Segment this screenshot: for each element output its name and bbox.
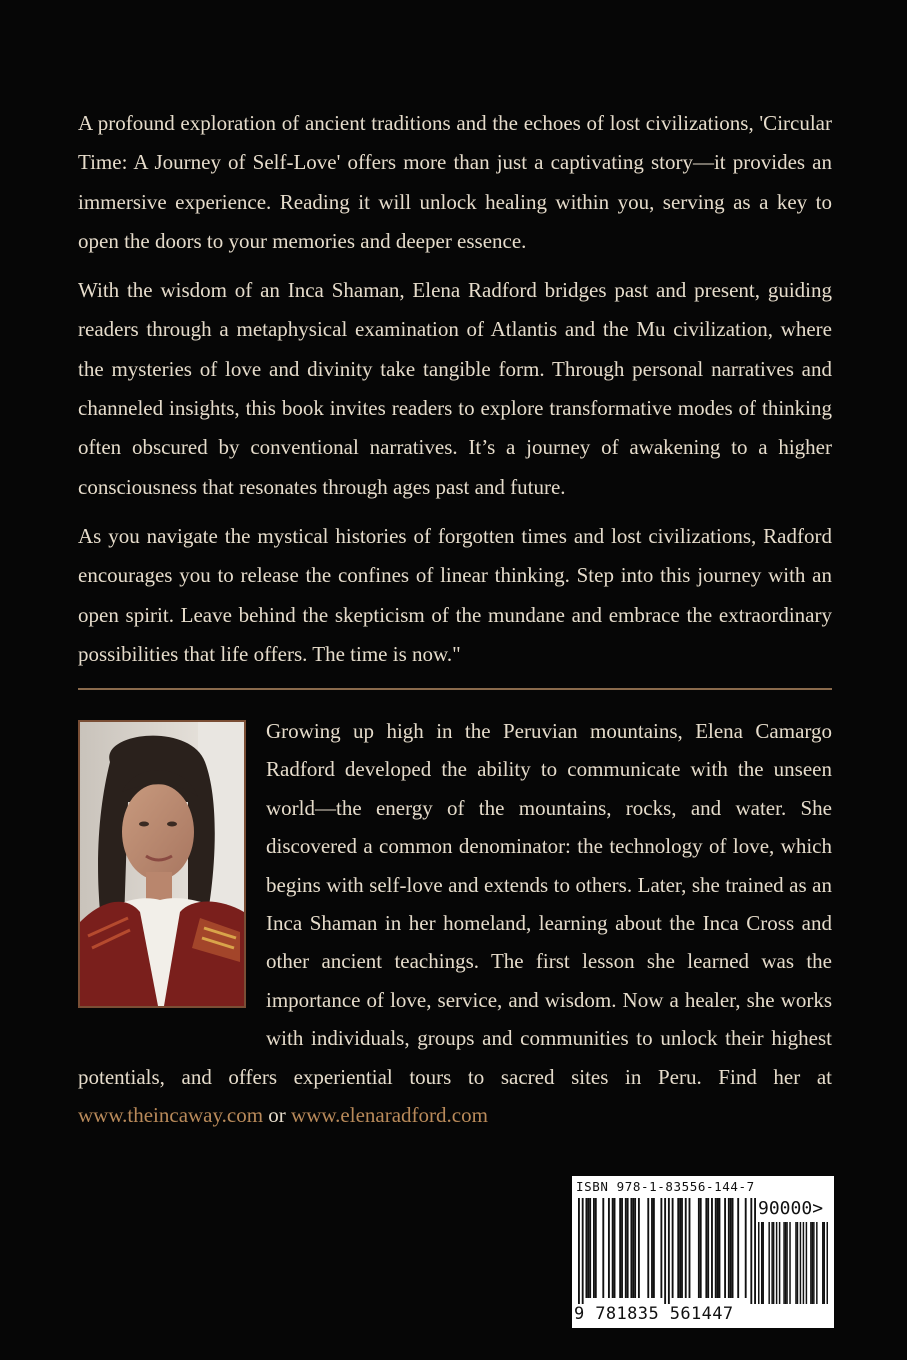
barcode-bar [786,1222,787,1304]
barcode-bar [578,1198,580,1304]
barcode-bar [627,1198,629,1298]
barcode-bar [803,1222,804,1304]
blurb-paragraph: As you navigate the mystical histories of forgotten times and lost civilizations, Radford encourages you to release the confines of linear thinking. Step into this journey with an open spirit. Leave behind the skepticism of the mundane and embrace the extraordinary possibilities that life offers. The time is now." [78,523,832,666]
barcode-bar [668,1198,670,1304]
barcode-bar [612,1198,614,1298]
author-bio [78,712,832,1134]
barcode-bar [795,1222,796,1304]
barcode-bar [773,1222,774,1304]
barcode-bar [685,1198,687,1298]
ean-digits: 9 781835 561447 [574,1304,734,1324]
barcode-bar [800,1222,801,1304]
barcode-bar [730,1198,732,1298]
barcode-bar [705,1198,707,1298]
barcode-bar [660,1198,662,1298]
author-photo [78,720,246,1008]
author-portrait-image [80,722,244,1006]
barcode-bar [762,1222,763,1304]
barcode-bar [679,1198,681,1298]
price-code [758,1198,823,1219]
barcode-bar [589,1198,591,1298]
barcode-bar [630,1198,632,1298]
ean-barcode-bars [578,1198,756,1304]
barcode-bar [632,1198,634,1298]
barcode-bar [812,1222,813,1304]
barcode-bar [608,1198,610,1298]
barcode-bar [614,1198,616,1298]
barcode-bar [621,1198,623,1298]
barcode-bar [724,1198,726,1298]
barcode-bar [728,1198,730,1298]
website-link-elenaradford[interactable]: www.elenaradford.com [291,1103,488,1128]
price-code-digits: 90000 [758,1198,813,1219]
barcode-bar [816,1222,817,1304]
barcode-bar [761,1222,762,1304]
barcode-bar [698,1198,700,1298]
blurb-paragraph: A profound exploration of ancient traditions and the echoes of lost civilizations, 'Circular Time: A Journey of Self-Love' offers more than just a captivating story—it provides an immersive experience. Reading it will unlock healing within you, serving as a key to open the doors to your memories and deeper essence. [78,111,832,253]
barcode-bar [806,1222,807,1304]
book-blurb [78,104,832,684]
barcode-bar [758,1222,759,1304]
addon-barcode-bars [758,1222,828,1304]
barcode-bar [711,1198,713,1298]
barcode-bar [719,1198,721,1298]
barcode-bar [595,1198,597,1298]
barcode-bar [750,1198,752,1304]
barcode-bar [783,1222,784,1304]
barcode-bar [638,1198,640,1298]
barcode-bar [717,1198,719,1298]
barcode-bar [677,1198,679,1298]
barcode-bar [681,1198,683,1298]
isbn-barcode [572,1176,834,1328]
barcode-bar [653,1198,655,1298]
barcode-bar [785,1222,786,1304]
barcode-bar [585,1198,587,1298]
barcode-bar [715,1198,717,1298]
barcode-bar [776,1222,777,1304]
price-marker: > [812,1198,824,1219]
barcode-bar [664,1198,666,1304]
barcode-bar [700,1198,702,1298]
barcode-bar [593,1198,595,1298]
barcode-bar [824,1222,825,1304]
barcode-bar [647,1198,649,1298]
bio-connector: or [268,1103,286,1128]
isbn-label: ISBN 978-1-83556-144-7 [576,1179,755,1194]
barcode-bar [745,1198,747,1298]
barcode-bar [707,1198,709,1298]
bio-text: Growing up high in the Peruvian mountains, Elena Camargo Radford developed the ability to communicate with the unseen world—the energy of the mountains, rocks, and water. She discovered a common denominator: the technology of love, which begins with self-love and extends to others. Later, she trained as an Inca Shaman in her homeland, learning about the Inca Cross and other ancient teachings. The first lesson she learned was the importance of love, service, and wisdom. Now a healer, she works with individuals, groups and communities to unlock their highest potentials, and offers experiential tours to sacred sites in Peru. Find her at [78,719,832,1089]
barcode-bar [587,1198,589,1298]
barcode-bar [810,1222,811,1304]
barcode-bar [619,1198,621,1298]
barcode-bar [582,1198,584,1304]
barcode-bar [779,1222,780,1304]
barcode-bar [768,1222,769,1304]
barcode-bar [634,1198,636,1298]
barcode-bar [827,1222,828,1304]
barcode-bar [672,1198,674,1298]
blurb-paragraph: With the wisdom of an Inca Shaman, Elena Radford bridges past and present, guiding readers through a metaphysical examination of Atlantis and the Mu civilization, where the mysteries of love and divinity take tangible form. Through personal narratives and channeled insights, this book invites readers to explore transformative modes of thinking often obscured by conventional narratives. It’s a journey of awakening to a higher consciousness that resonates through ages past and future. [78,278,832,499]
barcode-bar [737,1198,739,1298]
barcode-bar [822,1222,823,1304]
barcode-bar [602,1198,604,1298]
barcode-bar [813,1222,814,1304]
section-divider [78,688,832,690]
barcode-bar [689,1198,691,1298]
barcode-bar [754,1198,756,1304]
barcode-bar [789,1222,790,1304]
barcode-bar [651,1198,653,1298]
website-link-theincaway[interactable]: www.theincaway.com [78,1103,264,1128]
barcode-bar [797,1222,798,1304]
barcode-bar [732,1198,734,1298]
barcode-bar [771,1222,772,1304]
barcode-bar [625,1198,627,1298]
